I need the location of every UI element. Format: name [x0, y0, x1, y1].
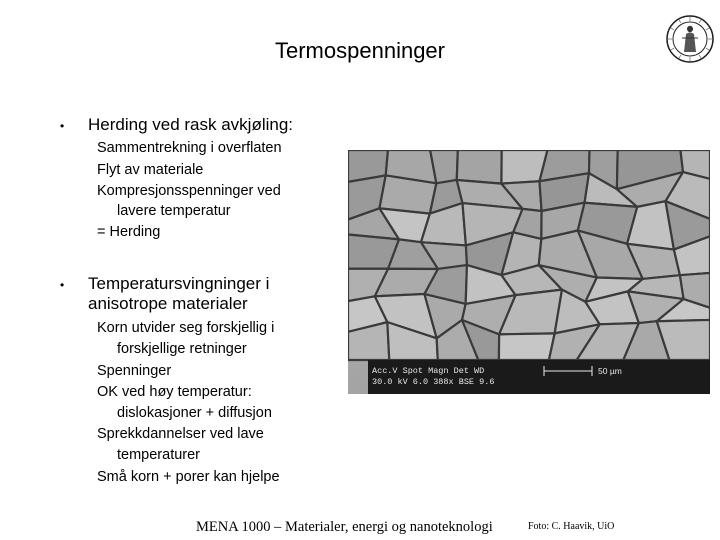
- sub-item-continuation: dislokasjoner + diffusjon: [117, 405, 272, 421]
- footer-course: MENA 1000 – Materialer, energi og nanoteknologi: [196, 519, 493, 535]
- sub-item-continuation: temperaturer: [117, 447, 201, 463]
- bullet-symbol: •: [60, 278, 65, 292]
- bullet-2-text: [88, 274, 269, 314]
- bullet-1-text: Herding ved rask avkjøling:: [88, 115, 294, 134]
- photo-credit: Foto: C. Haavik, UiO: [528, 521, 615, 532]
- sub-item: Sprekkdannelser ved lave: [97, 426, 264, 442]
- micrograph-label-row-2: 30.0 kV 6.0 388x BSE 9.6: [372, 377, 495, 387]
- sub-item: Små korn + porer kan hjelpe: [97, 469, 280, 485]
- sub-item: Sammentrekning i overflaten: [97, 140, 282, 156]
- bullet-1: [60, 115, 293, 137]
- grain-pattern: [348, 150, 710, 360]
- bullet-2-line-1: Temperatursvingninger i: [88, 274, 270, 293]
- bullet-symbol: •: [60, 119, 65, 133]
- sub-item: Spenninger: [97, 363, 172, 379]
- sem-micrograph-image: [348, 150, 710, 394]
- sub-item: Korn utvider seg forskjellig i: [97, 320, 275, 336]
- grain: [379, 175, 436, 213]
- sub-item: Kompresjonsspenninger ved: [97, 183, 281, 199]
- sub-item-continuation: lavere temperatur: [117, 203, 231, 219]
- bullet-2-sublist: [97, 318, 280, 488]
- sub-item: Flyt av materiale: [97, 162, 204, 178]
- micrograph-label-row-1: Acc.V Spot Magn Det WD: [372, 366, 485, 376]
- slide-title: Termospenninger: [275, 38, 445, 63]
- sub-item: OK ved høy temperatur:: [97, 384, 252, 400]
- sub-item: = Herding: [97, 224, 161, 240]
- bullet-2-line-2: anisotrope materialer: [88, 294, 248, 313]
- university-seal-icon: [665, 14, 715, 64]
- micrograph-scale-label: 50 µm: [598, 366, 622, 376]
- bullet-1-sublist: [97, 137, 282, 243]
- bullet-2: [60, 274, 269, 314]
- sub-item-continuation: forskjellige retninger: [117, 341, 247, 357]
- grain: [499, 333, 555, 360]
- grain: [457, 150, 502, 184]
